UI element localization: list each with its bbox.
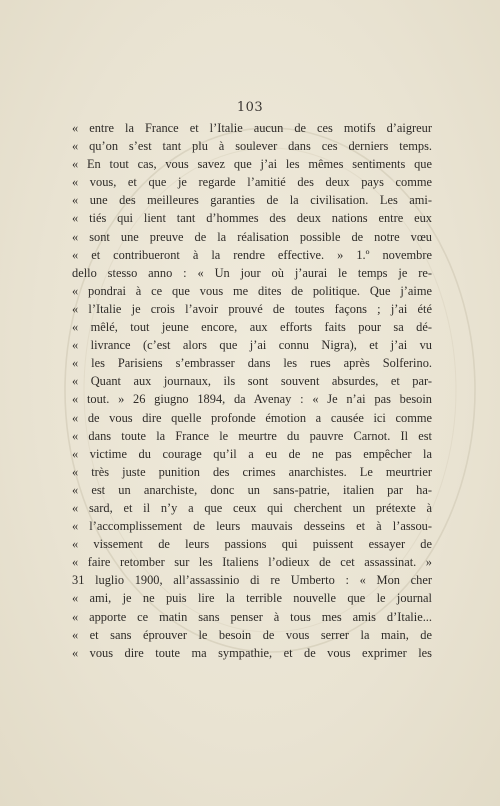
text-line: « ami, je ne puis lire la terrible nouvelle que le journal (72, 591, 432, 606)
text-line: « livrance (c’est alors que j’ai connu Nigra), et j’ai vu (72, 338, 432, 353)
text-line: « faire retomber sur les Italiens l’odieux de cet assassinat. » (72, 555, 432, 570)
text-line: « est un anarchiste, donc un sans-patrie, italien par ha- (72, 482, 432, 497)
text-line: dello stesso anno : « Un jour où j’aurai le temps je re- (72, 265, 432, 280)
text-line: « sard, et il n’y a que ceux qui cherchent un prétexte à (72, 500, 432, 515)
text-line: « entre la France et l’Italie aucun de ces motifs d’aigreur (72, 121, 432, 135)
text-line: « sont une preuve de la réalisation possible de notre vœu (72, 229, 432, 244)
text-line: « tiés qui lient tant d’hommes des deux nations entre eux (72, 211, 432, 226)
text-line: « les Parisiens s’embrasser dans les rues après Solferino. (72, 356, 432, 371)
text-line: « Quant aux journaux, ils sont souvent absurdes, et par- (72, 374, 432, 389)
text-line: « dans toute la France le meurtre du pauvre Carnot. Il est (72, 428, 432, 443)
text-line: « En tout cas, vous savez que j’ai les mêmes sentiments que (72, 157, 432, 172)
text-line: « de vous dire quelle profonde émotion a causée ici comme (72, 410, 432, 425)
text-line: « victime du courage qu’il a eu de ne pas empêcher la (72, 446, 432, 461)
text-line: « vissement de leurs passions qui puissent essayer de (72, 537, 432, 552)
text-line: « vous, et que je regarde l’amitié des deux pays comme (72, 175, 432, 190)
text-line: « et contribueront à la rendre effective. » 1.º novembre (72, 247, 432, 262)
text-line: « très juste punition des crimes anarchistes. Le meurtrier (72, 464, 432, 479)
text-line: « et sans éprouver le besoin de vous serrer la main, de (72, 627, 432, 642)
text-line: « l’Italie je crois l’avoir prouvé de toutes façons ; j’ai été (72, 301, 432, 316)
text-line: 31 luglio 1900, all’assassinio di re Umberto : « Mon cher (72, 573, 432, 588)
page-number: 103 (236, 100, 264, 115)
text-line: « tout. » 26 giugno 1894, da Avenay : « Je n’ai pas besoin (72, 392, 432, 407)
text-line: « mêlé, tout jeune encore, aux efforts faits pour sa dé- (72, 320, 432, 335)
text-line: « l’accomplissement de leurs mauvais desseins et à l’assou- (72, 519, 432, 534)
body-text (72, 119, 432, 662)
text-line: « qu’on s’est tant plu à soulever dans ces derniers temps. (72, 139, 432, 154)
text-line: « apporte ce matin sans penser à tous mes amis d’Italie... (72, 609, 432, 624)
text-line: « pondrai à ce que vous me dites de politique. Que j’aime (72, 283, 432, 298)
text-line: « une des meilleures garanties de la civilisation. Les ami- (72, 193, 432, 208)
text-line: « vous dire toute ma sympathie, et de vous exprimer les (72, 645, 432, 660)
